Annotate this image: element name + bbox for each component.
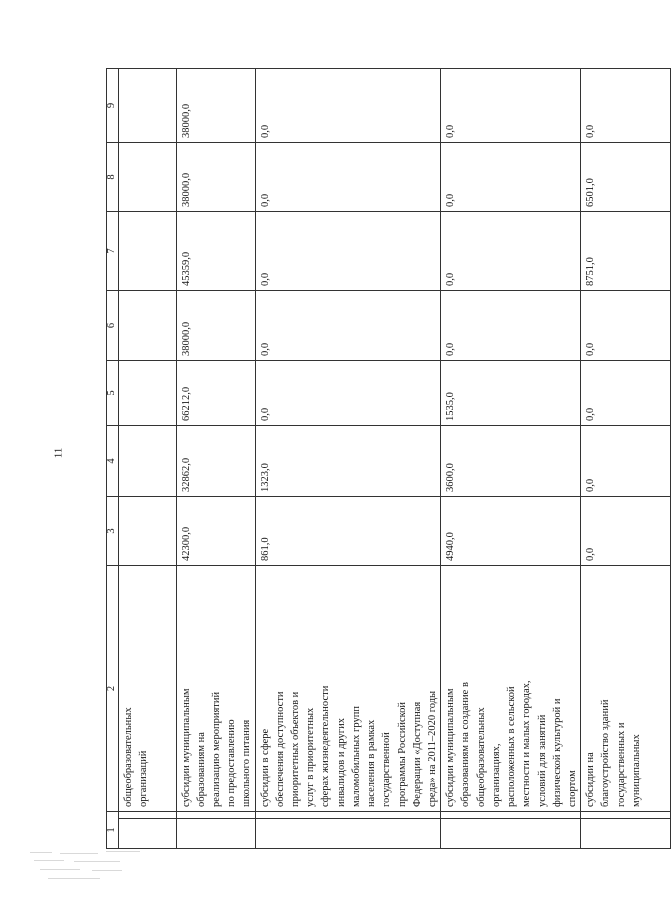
description-line: Федерации «Доступная	[411, 701, 423, 807]
value-cell-col-6: 0,0	[581, 291, 671, 361]
description-line: инвалидов и других	[335, 718, 347, 807]
description-line: среда» на 2011–2020 годы	[427, 690, 438, 807]
value-cell-col-4: 0,0	[581, 426, 671, 497]
value-cell-col-6	[118, 291, 176, 361]
value-cell-col-9: 0,0	[441, 69, 581, 143]
value-cell-col-9	[118, 69, 176, 143]
description-line: условий для занятий	[536, 714, 548, 807]
description-line: программы Российской	[396, 701, 408, 807]
description-line: школьного питания	[241, 719, 253, 807]
value-cell-col-3	[118, 497, 176, 566]
value-cell-col-7: 0,0	[255, 212, 441, 291]
value-cell-col-4: 32862,0	[176, 426, 255, 497]
description-cell	[441, 566, 581, 812]
value-cell-col-4: 3600,0	[441, 426, 581, 497]
description-line: местности и малых городах,	[521, 680, 533, 807]
header-cell: 5	[107, 361, 119, 426]
description-line: населения в рамках	[366, 719, 378, 807]
value-cell-col-7: 0,0	[441, 212, 581, 291]
table-row	[255, 69, 441, 849]
description-line: субсидии муниципальным	[445, 688, 457, 807]
column-1-cell	[441, 819, 581, 849]
value-cell-col-3: 4940,0	[441, 497, 581, 566]
description-line: реализацию мероприятий	[210, 691, 222, 807]
header-cell: 7	[107, 212, 119, 291]
value-cell-col-7: 8751,0	[581, 212, 671, 291]
value-cell-col-5: 1535,0	[441, 361, 581, 426]
value-cell-col-5	[118, 361, 176, 426]
header-cell: 4	[107, 426, 119, 497]
header-cell: 6	[107, 291, 119, 361]
value-cell-col-5: 66212,0	[176, 361, 255, 426]
table-row	[581, 69, 671, 849]
description-line: физической культурой и	[551, 698, 563, 807]
value-cell-col-8: 0,0	[255, 143, 441, 212]
scan-artifact	[30, 848, 148, 882]
description-line: маломобильных групп	[350, 706, 362, 807]
description-line: организаций	[137, 750, 149, 807]
header-cell: 2	[107, 566, 119, 812]
column-1-cell	[255, 819, 441, 849]
description-line: общеобразовательных	[122, 707, 134, 807]
description-line: образованиям на	[195, 732, 207, 807]
value-cell-col-7	[118, 212, 176, 291]
header-cell: 9	[107, 69, 119, 143]
description-line: приоритетных объектов и	[290, 691, 302, 807]
value-cell-col-9: 38000,0	[176, 69, 255, 143]
header-cell: 3	[107, 497, 119, 566]
spacer-cell	[176, 812, 255, 819]
description-line: благоустройство зданий	[600, 699, 612, 807]
description-line: по предоставлению	[226, 719, 238, 807]
description-line: обеспечения доступности	[274, 691, 286, 807]
value-cell-col-8: 0,0	[441, 143, 581, 212]
value-cell-col-6: 0,0	[441, 291, 581, 361]
value-cell-col-6: 38000,0	[176, 291, 255, 361]
description-line: государственной	[381, 732, 393, 807]
spacer-cell	[255, 812, 441, 819]
column-1-cell	[581, 819, 671, 849]
description-line: организациях,	[490, 743, 502, 807]
description-line: субсидии муниципальным	[180, 688, 192, 807]
description-line: сферах жизнедеятельности	[320, 685, 332, 807]
value-cell-col-6: 0,0	[255, 291, 441, 361]
description-cell	[118, 566, 176, 812]
description-cell	[176, 566, 255, 812]
header-row	[107, 69, 119, 849]
description-line: субсидии на	[585, 752, 597, 807]
rotated-table-frame	[106, 69, 642, 849]
value-cell-col-5: 0,0	[255, 361, 441, 426]
description-line: спортом	[566, 770, 578, 807]
value-cell-col-3: 861,0	[255, 497, 441, 566]
table-row	[176, 69, 255, 849]
value-cell-col-8	[118, 143, 176, 212]
header-cell: 8	[107, 143, 119, 212]
value-cell-col-8: 38000,0	[176, 143, 255, 212]
value-cell-col-9: 0,0	[581, 69, 671, 143]
value-cell-col-3: 0,0	[581, 497, 671, 566]
spacer-cell	[118, 812, 176, 819]
description-line: государственных и	[615, 722, 627, 807]
value-cell-col-4	[118, 426, 176, 497]
description-line: субсидии в сфере	[259, 728, 271, 807]
page-number: 11	[52, 447, 65, 459]
budget-table	[106, 68, 671, 849]
description-line: расположенных в сельской	[506, 686, 518, 807]
value-cell-col-8: 6501,0	[581, 143, 671, 212]
description-line: муниципальных	[630, 734, 642, 807]
description-line: общеобразовательных	[475, 707, 487, 807]
header-cell: 1	[107, 812, 119, 849]
table-row	[441, 69, 581, 849]
value-cell-col-7: 45359,0	[176, 212, 255, 291]
spacer-cell	[441, 812, 581, 819]
description-cell	[581, 566, 671, 812]
column-1-cell	[118, 819, 176, 849]
value-cell-col-5: 0,0	[581, 361, 671, 426]
value-cell-col-9: 0,0	[255, 69, 441, 143]
value-cell-col-4: 1323,0	[255, 426, 441, 497]
value-cell-col-3: 42300,0	[176, 497, 255, 566]
table-row	[118, 69, 176, 849]
description-cell	[255, 566, 441, 812]
spacer-cell	[581, 812, 671, 819]
description-line: услуг в приоритетных	[305, 707, 317, 807]
column-1-cell	[176, 819, 255, 849]
description-line: образованиям на создание в	[460, 682, 472, 807]
